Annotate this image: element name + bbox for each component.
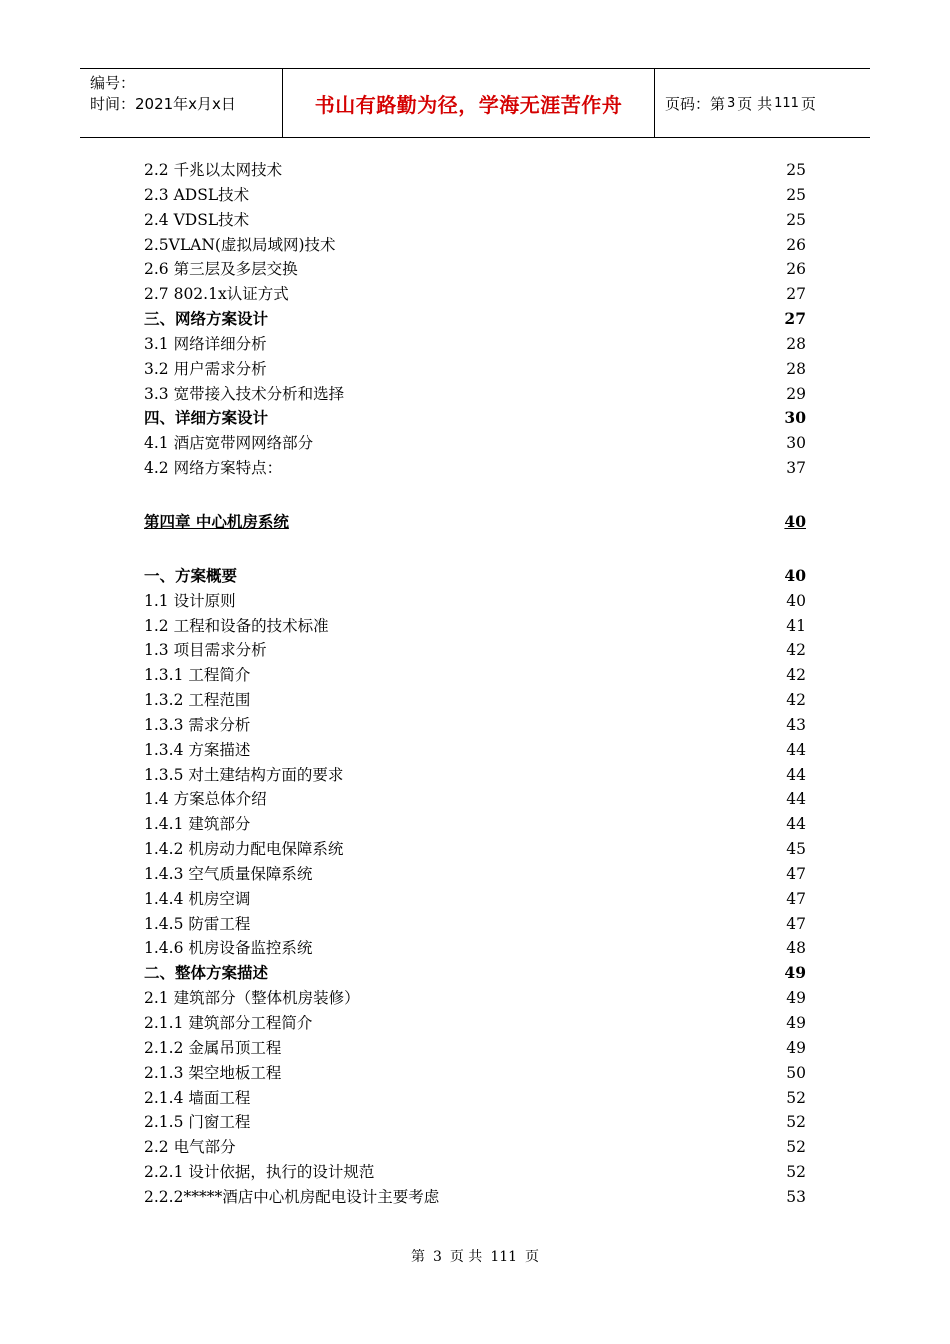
toc-entry-title: 2.1.1 建筑部分工程简介: [144, 1014, 313, 1032]
toc-entry-title: 1.1 设计原则: [144, 591, 236, 610]
toc-gap: [144, 481, 806, 510]
toc-entry-page: 26: [786, 260, 806, 279]
toc-entry[interactable]: [144, 763, 806, 788]
toc-entry-page: 30: [786, 434, 806, 453]
toc-entry-title: 二、整体方案描述: [144, 963, 269, 983]
toc-gap: [144, 535, 806, 564]
toc-entry-title: 3.1 网络详细分析: [144, 334, 267, 353]
toc-entry-title: 第四章 中心机房系统: [144, 511, 289, 531]
toc-entry-page: 25: [786, 185, 806, 204]
toc-entry-page: 47: [786, 914, 806, 933]
toc-entry-title: 2.1.3 架空地板工程: [144, 1063, 282, 1082]
toc-entry-page: 28: [786, 334, 806, 353]
toc-entry[interactable]: [144, 1185, 806, 1210]
toc-entry-page: 50: [786, 1063, 806, 1082]
toc-entry[interactable]: [144, 713, 806, 738]
toc-entry-title: 4.2 网络方案特点：: [144, 459, 283, 478]
toc-entry-title: 2.2.1 设计依据，执行的设计规范: [144, 1163, 375, 1182]
toc-entry-title: 1.3.2 工程范围: [144, 691, 251, 710]
toc-entry[interactable]: [144, 663, 806, 688]
toc-entry-page: 42: [786, 691, 806, 710]
header-motto-cell: [282, 69, 655, 137]
toc-entry[interactable]: [144, 1061, 806, 1086]
footer-total: 111: [490, 1249, 518, 1265]
toc-entry[interactable]: [144, 688, 806, 713]
toc-entry-page: 25: [786, 161, 806, 179]
toc-entry[interactable]: [144, 961, 806, 986]
toc-entry-page: 44: [786, 815, 806, 834]
toc-entry-title: 1.4.4 机房空调: [144, 889, 251, 908]
toc-entry-title: 1.4.1 建筑部分: [144, 815, 251, 834]
toc-entry[interactable]: [144, 862, 806, 887]
toc-entry-page: 40: [784, 511, 806, 531]
toc-entry-page: 30: [784, 408, 806, 428]
toc-entry[interactable]: [144, 208, 806, 233]
footer-mid: 页 共: [449, 1249, 483, 1265]
toc-entry[interactable]: [144, 431, 806, 456]
toc-entry-page: 52: [786, 1138, 806, 1157]
toc-entry-page: 44: [786, 790, 806, 809]
toc-entry-title: 3.3 宽带接入技术分析和选择: [144, 384, 345, 403]
footer-current: 3: [432, 1249, 442, 1265]
toc-entry-title: 1.2 工程和设备的技术标准: [144, 616, 329, 635]
toc-entry-title: 1.4.3 空气质量保障系统: [144, 864, 313, 883]
toc-entry[interactable]: [144, 406, 806, 431]
toc-entry-title: 1.3 项目需求分析: [144, 641, 267, 660]
toc-entry[interactable]: [144, 257, 806, 282]
toc-entry[interactable]: [144, 158, 806, 183]
toc-entry-title: 2.7 802.1x认证方式: [144, 285, 289, 304]
toc-entry-page: 27: [786, 285, 806, 304]
page-footer: [0, 1246, 950, 1266]
toc-entry[interactable]: [144, 282, 806, 307]
toc-entry-page: 26: [786, 235, 806, 254]
toc-entry[interactable]: [144, 887, 806, 912]
toc-entry-title: 1.4.2 机房动力配电保障系统: [144, 840, 344, 859]
toc-entry[interactable]: [144, 787, 806, 812]
toc-entry-title: 2.6 第三层及多层交换: [144, 260, 298, 279]
toc-entry-page: 49: [786, 1038, 806, 1057]
toc-entry-page: 43: [786, 715, 806, 734]
toc-entry-title: 2.3 ADSL技术: [144, 185, 250, 204]
toc-entry-page: 49: [786, 1014, 806, 1032]
toc-entry-page: 29: [786, 384, 806, 403]
footer-prefix: 第: [410, 1249, 425, 1265]
toc-entry-page: 44: [786, 765, 806, 784]
toc-entry-title: 2.4 VDSL技术: [144, 210, 250, 229]
toc-entry-title: 1.4.6 机房设备监控系统: [144, 939, 313, 958]
serial-label: 编号：: [90, 74, 136, 92]
toc-entry-page: 45: [786, 840, 806, 859]
toc-entry[interactable]: [144, 1086, 806, 1111]
toc-entry-page: 42: [786, 641, 806, 660]
toc-entry-title: 四、详细方案设计: [144, 408, 269, 428]
toc-entry[interactable]: [144, 812, 806, 837]
toc-entry-title: 三、网络方案设计: [144, 309, 269, 329]
toc-entry-title: 1.4 方案总体介绍: [144, 790, 267, 809]
toc-entry-page: 47: [786, 889, 806, 908]
toc-entry[interactable]: [144, 912, 806, 937]
toc-entry-title: 2.1.4 墙面工程: [144, 1088, 251, 1107]
toc-entry-page: 52: [786, 1163, 806, 1182]
toc-entry-page: 47: [786, 864, 806, 883]
toc-entry-page: 40: [784, 565, 806, 585]
toc-entry-title: 1.4.5 防雷工程: [144, 914, 251, 933]
toc-entry[interactable]: [144, 456, 806, 481]
toc-entry[interactable]: [144, 382, 806, 407]
toc-entry[interactable]: [144, 1036, 806, 1061]
toc-entry-title: 2.2 电气部分: [144, 1138, 236, 1157]
toc-entry-title: 2.2.2*****酒店中心机房配电设计主要考虑: [144, 1187, 440, 1206]
toc-entry[interactable]: [144, 1011, 806, 1036]
toc-entry-title: 2.2 千兆以太网技术: [144, 161, 283, 179]
toc-entry-page: 49: [784, 963, 806, 983]
toc-entry[interactable]: [144, 233, 806, 258]
toc-entry-page: 52: [786, 1113, 806, 1132]
toc-entry[interactable]: [144, 738, 806, 763]
toc-entry-title: 一、方案概要: [144, 565, 238, 585]
toc-entry-title: 3.2 用户需求分析: [144, 359, 267, 378]
toc-entry[interactable]: [144, 357, 806, 382]
toc-entry-title: 2.1.2 金属吊顶工程: [144, 1038, 282, 1057]
toc-entry-title: 2.1 建筑部分（整体机房装修）: [144, 989, 360, 1008]
toc-entry-page: 41: [786, 616, 806, 635]
header-meta: [80, 69, 282, 137]
toc-entry-title: 2.1.5 门窗工程: [144, 1113, 251, 1132]
page-total: 111: [774, 95, 799, 111]
toc-entry-title: 1.3.3 需求分析: [144, 715, 251, 734]
toc-entry-page: 42: [786, 666, 806, 685]
toc-entry[interactable]: [144, 614, 806, 639]
toc-entry[interactable]: [144, 1160, 806, 1185]
footer-suffix: 页: [525, 1249, 540, 1265]
toc-entry-page: 25: [786, 210, 806, 229]
header-page-indicator: [655, 69, 870, 137]
toc-entry[interactable]: [144, 332, 806, 357]
toc-entry-page: 27: [784, 309, 806, 329]
toc-entry-page: 49: [786, 989, 806, 1008]
toc-entry[interactable]: [144, 564, 806, 589]
toc-entry[interactable]: [144, 183, 806, 208]
page-label: 页码：第: [665, 94, 726, 113]
toc-entry[interactable]: [144, 936, 806, 961]
motto: 书山有路勤为径，学海无涯苦作舟: [314, 92, 623, 117]
toc-entry-title: 2.5VLAN(虚拟局域网)技术: [144, 235, 336, 254]
toc-entry[interactable]: [144, 1110, 806, 1135]
toc-entry[interactable]: [144, 307, 806, 332]
toc-entry[interactable]: [144, 589, 806, 614]
page-header: [80, 68, 870, 138]
page-current: 3: [727, 95, 736, 111]
toc-entry-page: 52: [786, 1088, 806, 1107]
toc-entry-title: 4.1 酒店宽带网网络部分: [144, 434, 314, 453]
toc-entry-page: 44: [786, 740, 806, 759]
toc-entry[interactable]: [144, 510, 806, 535]
page-mid: 页 共: [737, 94, 773, 113]
toc-entry[interactable]: [144, 837, 806, 862]
toc-entry-title: 1.3.5 对土建结构方面的要求: [144, 765, 344, 784]
page-end: 页: [800, 94, 816, 113]
table-of-contents: [144, 158, 806, 1210]
toc-entry[interactable]: [144, 986, 806, 1011]
toc-entry-title: 1.3.1 工程简介: [144, 666, 251, 685]
toc-entry-page: 48: [786, 939, 806, 958]
toc-entry-page: 28: [786, 359, 806, 378]
toc-entry-title: 1.3.4 方案描述: [144, 740, 251, 759]
date-label: 时间：2021年x月x日: [90, 95, 236, 113]
toc-entry[interactable]: [144, 1135, 806, 1160]
toc-entry[interactable]: [144, 638, 806, 663]
toc-entry-page: 37: [786, 459, 806, 478]
toc-entry-page: 40: [786, 591, 806, 610]
toc-entry-page: 53: [786, 1187, 806, 1206]
